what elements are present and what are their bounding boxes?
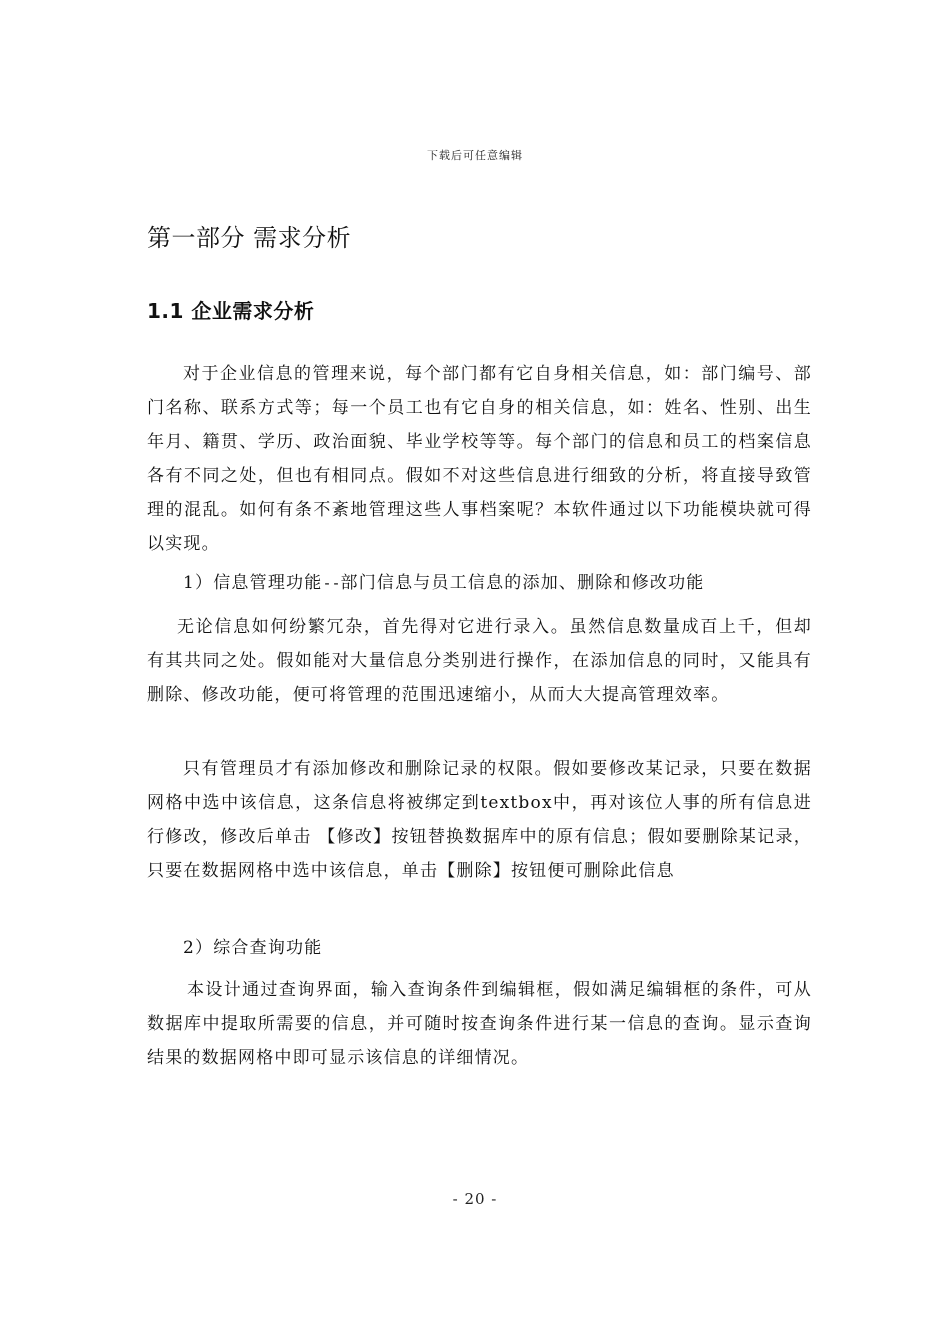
list-item-query: 2）综合查询功能 bbox=[183, 938, 323, 958]
list-item-dash: -- bbox=[322, 574, 341, 592]
part-title: 第一部分 需求分析 bbox=[147, 224, 352, 252]
list-item-description: 部门信息与员工信息的添加、删除和修改功能 bbox=[340, 573, 705, 593]
page-number: - 20 - bbox=[452, 1190, 498, 1208]
paragraph-intro: 对于企业信息的管理来说，每个部门都有它自身相关信息，如：部门编号、部门名称、联系方式等；每一个员工也有它自身的相关信息，如：姓名、性别、出生年月、籍贯、学历、政治面貌、毕业学校等等。每个部门的信息和员工的档案信息各有不同之处，但也有相同点。假如不对这些信息进行细致的分析，将直接导致管理的混乱。如何有条不紊地管理这些人事档案呢？本软件通过以下功能模块就可得以实现。 bbox=[147, 364, 812, 554]
header-note: 下载后可任意编辑 bbox=[427, 149, 523, 162]
list-item-emphasis: 管理功能 bbox=[249, 573, 323, 593]
list-item-management bbox=[183, 566, 823, 600]
section-title: 1.1 企业需求分析 bbox=[147, 299, 315, 323]
paragraph-input: 无论信息如何纷繁冗杂，首先得对它进行录入。虽然信息数量成百上千，但却有其共同之处。假如能对大量信息分类别进行操作，在添加信息的同时，又能具有删除、修改功能，便可将管理的范围迅速缩小，从而大大提高管理效率。 bbox=[147, 617, 812, 705]
list-item-prefix: 1）信息 bbox=[183, 573, 250, 593]
paragraph-admin: 只有管理员才有添加修改和删除记录的权限。假如要修改某记录，只要在数据网格中选中该信息，这条信息将被绑定到textbox中，再对该位人事的所有信息进行修改，修改后单击 【修改】按钮替换数据库中的原有信息；假如要删除某记录，只要在数据网格中选中该信息，单击【删除】按钮便可删除此信息 bbox=[147, 759, 812, 881]
paragraph-query: 本设计通过查询界面，输入查询条件到编辑框，假如满足编辑框的条件，可从数据库中提取所需要的信息，并可随时按查询条件进行某一信息的查询。显示查询结果的数据网格中即可显示该信息的详细情况。 bbox=[147, 980, 812, 1068]
